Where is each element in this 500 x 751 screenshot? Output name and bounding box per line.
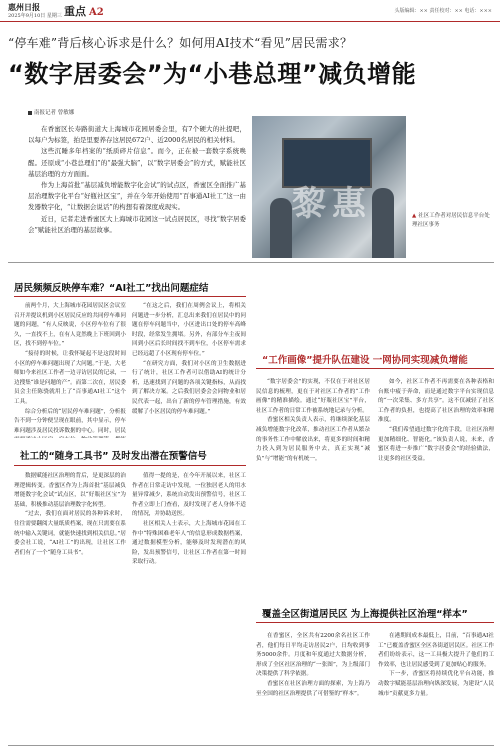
section-name: 重点 — [64, 5, 86, 18]
section-title-4: 覆盖全区街道居民区 为上海提供社区治理“样本” — [262, 609, 468, 620]
person-shape — [372, 188, 394, 258]
paragraph: 如今，社区工作者不再需要在各种表格和台账中疲于奔命，而是通过数字平台实现信息的“一次采集、多方共享”。这不仅减轻了社区工作者的负担，也提高了社区治理的效率和精准度。 — [378, 379, 494, 424]
paragraph: 数据赋能社区治理的背后，是更深层的治理逻辑转变。香蜜区作为上海首批“基层减负增能数字化会试”试点区，以“好瓶社区宝”为基础，积极推动基层治理数字化转型。 — [14, 473, 126, 508]
paragraph: 前两个月，大上海城市花园居民区会议室召开并提议机到小区居民反应的共同停车难问题的问题，“有人反映说，小区停车位有了很久，一直找不上，在有人竟然晚上下班回到小区，找不到停车位。” — [14, 303, 126, 348]
triangle-icon: ▲ — [412, 213, 417, 219]
paragraph: 在港期间成本最低上，目前，“百事通AI社工”已覆盖香蜜区全区各街道居民区。社区工作者们纷纷表示，这一工具极大提升了他们的工作效率，也让居民感受到了更加贴心的服务。 — [378, 633, 494, 668]
section-rule — [256, 622, 494, 623]
section-rule — [256, 368, 494, 369]
lead-paragraph: 这些沉睡多年档案的“纸质碎片信息”。而今，正在被一套数字系统唤醒。还原成“小巷总理们”的“最强大脑”，以“数字居委会”的方式，赋能社区基层治理的方方面面。 — [28, 147, 246, 178]
photo-watermark: 黎惠 — [292, 184, 372, 224]
article-kicker: “停车难”背后核心诉求是什么？如何用AI技术“看见”居民需求？ — [8, 36, 353, 50]
section-4-column-2 — [378, 632, 494, 744]
article-photo — [252, 116, 406, 258]
person-shape — [270, 198, 292, 258]
paragraph: 香蜜区在社区治理方面的探索，为上海乃至全国的社区治理提供了可借鉴的“样本”。 — [256, 680, 370, 697]
lead-paragraphs — [28, 124, 246, 236]
masthead — [0, 0, 500, 22]
section-label — [64, 3, 104, 19]
byline — [28, 108, 74, 116]
caption-text: 社区工作者对居民信息平台处理社区事务 — [412, 213, 490, 228]
newspaper-logo: 惠州日报 — [8, 2, 40, 12]
section-2-column-1 — [14, 472, 126, 742]
section-rule — [14, 296, 246, 297]
page-number: A2 — [89, 7, 104, 18]
section-rule — [14, 465, 246, 466]
paragraph: 在香蜜区，全区共有2200余名社区工作者，他们每日平均走访居民2户，日均收到事务5000余件。月度和年度通过大数据分析，形成了全区社区治理的“一张图”，为上级部门决策提供了科学依据。 — [256, 633, 370, 678]
paragraph: “我们希望通过数字化的手段，让社区治理更加精细化、智能化。”该负责人说，未来，香蜜区将进一步推广“数字居委会”的经验做法，让更多的社区受益。 — [378, 426, 494, 462]
editor-info: 头版编辑：×× 责任校对：×× 电话：××× — [394, 8, 492, 14]
lead-paragraph: 近日，记者走进香蜜区大上海城市花园这一试点居民区，寻找“数字居委会”赋能社区治理的基层故事。 — [28, 214, 246, 234]
paragraph: 综合分析后的“居民停车难问题”，分析报告不到一分钟便呈现在眼前，其中显示，停车难问题涉及居民投诉数据的中心。同时，居民 — [14, 408, 126, 434]
byline-text: 南报记者 曾敏娜 — [34, 110, 75, 116]
paragraph: “在这之后，我们在周例会议上，将相关问题进一步分析，汇总出来我们在居民中的问题在停车问题当中，小区进出口处的停车高峰时段，经常发生拥堵。另外，有部分车主夜间回到小区后长时间找不到车位，小区停车需求已经远超了小区现有停车位。” — [132, 303, 246, 357]
divider — [8, 262, 494, 263]
section-title-1: 居民频频反映停车难？“AI社工”找出问题症结 — [14, 283, 209, 294]
paragraph: 下一步，香蜜区将持续优化平台功能，推动数字赋能基层治理向纵深发展，为建设“人民城市”贡献更多力量。 — [378, 671, 494, 697]
paragraph: 社区相关人士表示，大上海城市花园在工作中“特殊困难老年人”的信息形成数据档案，通过数据模型分析，能够及时发现潜在的风险，发出预警信号，让社区工作者在第一时间采取行动。 — [132, 520, 246, 566]
section-1-column-2 — [132, 302, 246, 438]
paragraph: “在研究方面，我们对小区的卫生数据进行了统计，社区工作者可以借助AI的统计分析，迅速找到了问题的各项关键指标，从而找到了解决方案。之后我们居委会会同物业和居民代表一起，出台了新的停车管理措施，有效缓解了小区居民的停车难问题。” — [132, 360, 246, 415]
lead-paragraph: 在香蜜区长寿路街道大上海城市花园居委会里，有7个硬大的社提吧，以每户为标签，拍是里要养存这居民672户、近2000名居民的相关材料。 — [28, 125, 246, 145]
section-title-2: 社工的“随身工具书” 及时发出潜在预警信号 — [20, 451, 207, 462]
paragraph: “接待的时候，让我怀疑起不是这段时间小区的停车难问题出现了大问题。”于是，大老师如今来社区工作者一边寻访居民的记录，一边搜集“谁是问题的产”。而第二次在，居民委员会主任陈骁就用上了“百事通AI社工”这个工具。 — [14, 350, 126, 405]
section-2-column-2 — [132, 472, 246, 742]
section-4-column-1 — [256, 632, 370, 744]
paragraph: “数字居委会”的实现，不仅在于对社区居民信息的梳理，更在于对社区工作者的“工作画像”的精准描绘。通过“好瓶社区宝”平台，社区工作者的日常工作被系统地记录与分析。 — [256, 379, 370, 414]
article-headline: “数字居委会”为“小巷总理”减负增能 — [8, 60, 417, 88]
square-icon — [28, 111, 32, 115]
photo-caption — [412, 212, 494, 230]
section-title-3: “工作画像”提升队伍建设 一网协同实现减负增能 — [262, 355, 468, 366]
paragraph: 香蜜区相关负责人表示，将继续深化基层减负增能数字化改革，推动社区工作者从繁杂的事务性工作中解放出来，将更多的时间和精力投入到为居民服务中去，真正实现“减负”与“增能”的有机统一。 — [256, 417, 370, 462]
issue-date: 2025年9月10日 星期三 — [8, 13, 62, 19]
lead-paragraph: 作为上海首批“基层减负增能数字化会试”的试点区，香蜜区全面推广基层治理数字化平台“好瓶社区宝”，并在今年开始使用“百事通AI社工”这一由发器数字化，“让数据会说话”的构想有着深度成现实。 — [28, 181, 246, 212]
divider — [8, 745, 494, 746]
section-1-column-1 — [14, 302, 126, 438]
section-3-column-1 — [256, 378, 370, 590]
section-3-column-2 — [378, 378, 494, 590]
paragraph: “过去，我们在面对居民的各种诉求时，往往需要翻阅大量纸质档案，现在只需要在系统中输入关键词，就能快速找到相关信息。”居委会社工说，“AI社工”的出现，让社区工作者们有了一个“随身工具书”。 — [14, 511, 126, 556]
paragraph: 值得一提的是，在今年开展以来，社区工作者在日常走访中发现，一位独居老人的用水量异常减少，系统自动发出预警信号，社区工作者立即上门查看，及时发现了老人身体不适的情况，并协助送医。 — [132, 473, 246, 518]
